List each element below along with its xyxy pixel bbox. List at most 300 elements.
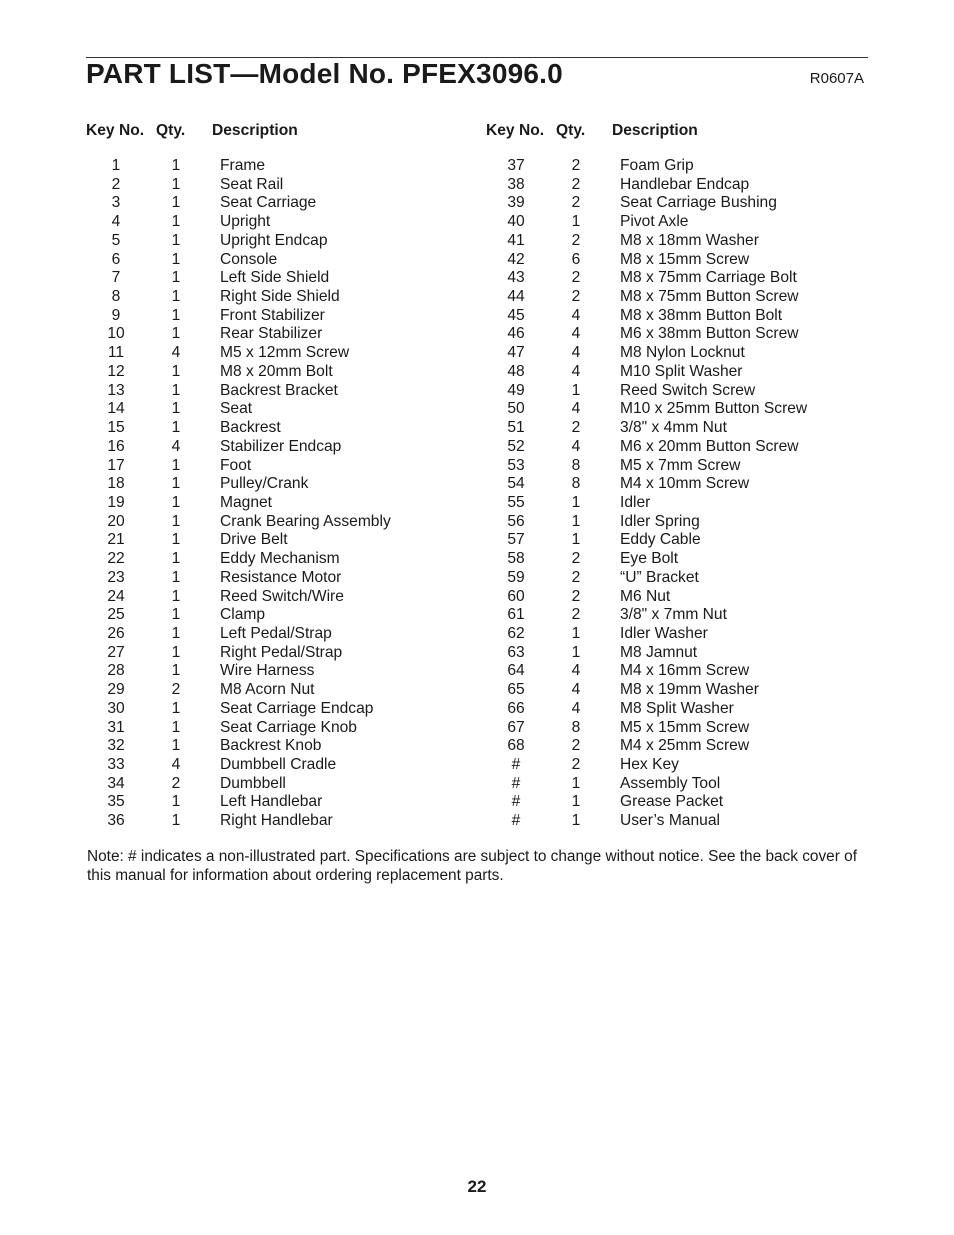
part-description: Idler [620,493,651,511]
part-qty: 1 [171,568,181,586]
table-row [486,307,807,326]
part-description: Wire Harness [220,662,315,680]
part-description: M8 x 19mm Washer [620,681,759,699]
part-description: Backrest [220,419,281,437]
column-header-description: Description [212,122,298,139]
parts-table-right [486,121,807,831]
part-key-no: 50 [507,400,525,418]
part-description: Stabilizer Endcap [220,437,342,455]
part-description: Seat [220,400,253,418]
part-key-no: 20 [107,512,125,530]
part-key-no: 5 [111,231,121,249]
table-row [486,737,807,756]
table-row [486,176,807,195]
table-row [486,569,807,588]
part-description: Right Side Shield [220,288,340,306]
part-qty: 4 [571,306,581,324]
part-description: M6 Nut [620,587,671,605]
part-key-no: 21 [107,531,125,549]
part-description: M5 x 15mm Screw [620,718,750,736]
part-description: M6 x 20mm Button Screw [620,437,799,455]
part-key-no: 35 [107,793,125,811]
part-qty: 1 [571,213,581,231]
part-qty: 1 [171,493,181,511]
parts-rows-right [486,157,807,831]
part-key-no: 32 [107,737,125,755]
part-qty: 1 [171,587,181,605]
part-description: M5 x 12mm Screw [220,344,350,362]
part-qty: 1 [571,643,581,661]
part-key-no: 49 [507,381,525,399]
part-description: M8 Jamnut [620,643,698,661]
part-description: Seat Carriage Bushing [620,194,777,212]
part-qty: 1 [571,812,581,830]
table-row [86,382,391,401]
part-description: M8 x 15mm Screw [620,250,750,268]
part-description: M10 Split Washer [620,362,743,380]
parts-rows-left [86,157,391,831]
part-qty: 2 [571,587,581,605]
part-key-no: 45 [507,306,525,324]
part-qty: 1 [571,774,581,792]
page-number: 22 [467,1177,487,1196]
part-description: M5 x 7mm Screw [620,456,741,474]
table-row [86,475,391,494]
table-row [86,419,391,438]
table-row [486,681,807,700]
part-description: Eddy Cable [620,531,701,549]
table-row [486,157,807,176]
part-description: M8 x 20mm Bolt [220,362,333,380]
part-description: Crank Bearing Assembly [220,512,391,530]
part-key-no: 47 [507,344,525,362]
part-qty: 1 [171,624,181,642]
table-row [486,513,807,532]
table-row [486,419,807,438]
table-row [86,157,391,176]
part-description: 3/8" x 7mm Nut [620,606,727,624]
table-row [486,194,807,213]
part-key-no: 11 [107,344,125,362]
table-row [86,756,391,775]
part-key-no: 42 [507,250,525,268]
table-row [86,775,391,794]
part-description: Rear Stabilizer [220,325,323,343]
table-row [86,569,391,588]
part-description: Idler Spring [620,512,700,530]
table-row [86,176,391,195]
part-description: Eddy Mechanism [220,550,340,568]
table-row [86,719,391,738]
part-qty: 4 [571,437,581,455]
part-key-no: 3 [111,194,121,212]
part-description: Pivot Axle [620,213,689,231]
table-row [486,756,807,775]
table-row [86,363,391,382]
table-row [486,232,807,251]
part-qty: 2 [571,288,581,306]
part-description: M4 x 16mm Screw [620,662,750,680]
document-code: R0607A [809,70,864,87]
part-key-no: 37 [507,157,525,174]
part-key-no: 65 [507,681,525,699]
table-row [486,588,807,607]
part-key-no: 33 [107,756,125,773]
part-description: Left Handlebar [220,793,323,811]
part-qty: 1 [171,175,181,193]
column-header-qty: Qty. [556,122,586,139]
table-header [86,121,391,141]
part-description: “U” Bracket [620,568,699,586]
part-description: Pulley/Crank [220,475,309,493]
part-description: Dumbbell [220,774,286,792]
part-description: Front Stabilizer [220,306,325,324]
part-key-no: 30 [107,699,125,717]
part-qty: 2 [571,737,581,755]
part-key-no: 14 [107,400,125,418]
part-key-no: 36 [107,812,125,830]
table-row [86,438,391,457]
part-key-no: 10 [107,325,125,343]
part-key-no: 25 [107,606,125,624]
part-description: Reed Switch Screw [620,381,756,399]
part-qty: 1 [171,362,181,380]
part-qty: 2 [571,606,581,624]
part-qty: 8 [571,456,581,474]
table-row [86,700,391,719]
table-row [86,269,391,288]
part-description: M8 x 38mm Button Bolt [620,306,783,324]
table-row [86,681,391,700]
table-row [86,588,391,607]
table-row [486,269,807,288]
table-row [86,606,391,625]
part-description: Seat Carriage [220,194,317,212]
table-row [86,400,391,419]
part-qty: 2 [571,756,581,773]
table-row [486,812,807,831]
part-key-no: 68 [507,737,525,755]
part-qty: 4 [171,437,181,455]
table-row [86,550,391,569]
part-description: Foam Grip [620,157,694,174]
column-header-qty: Qty. [156,122,186,139]
part-key-no: 12 [107,362,125,380]
page-title: PART LIST—Model No. PFEX3096.0 [86,58,563,89]
part-key-no: 13 [107,381,125,399]
part-qty: 1 [171,325,181,343]
part-key-no: 56 [507,512,525,530]
part-key-no: 51 [507,419,525,437]
part-key-no: 64 [507,662,525,680]
table-row [486,251,807,270]
part-key-no: 41 [507,231,525,249]
part-key-no: 53 [507,456,525,474]
column-header-key-no: Key No. [86,122,145,139]
part-description: Seat Carriage Endcap [220,699,374,717]
part-key-no: 9 [111,306,121,324]
table-row [486,475,807,494]
part-description: Frame [220,157,266,174]
part-key-no: 24 [107,587,125,605]
column-header-key-no: Key No. [486,122,545,139]
table-row [486,344,807,363]
part-description: 3/8" x 4mm Nut [620,419,727,437]
table-row [486,363,807,382]
part-key-no: 8 [111,288,121,306]
table-row [486,606,807,625]
part-key-no: 61 [507,606,525,624]
part-description: Left Pedal/Strap [220,624,332,642]
table-row [86,457,391,476]
part-qty: 1 [171,512,181,530]
part-key-no: 54 [507,475,525,493]
part-key-no: 67 [507,718,525,736]
table-row [86,288,391,307]
part-qty: 2 [571,157,581,174]
part-description: Seat Carriage Knob [220,718,357,736]
part-key-no: 58 [507,550,525,568]
part-qty: 1 [171,250,181,268]
part-description: Resistance Motor [220,568,342,586]
part-description: Hex Key [620,756,679,773]
part-key-no: 7 [111,269,121,287]
table-row [486,625,807,644]
part-description: Console [220,250,278,268]
part-key-no: 27 [107,643,125,661]
part-key-no: 31 [107,718,125,736]
table-row [86,662,391,681]
part-qty: 2 [571,269,581,287]
part-description: M8 x 75mm Carriage Bolt [620,269,797,287]
part-key-no: 1 [111,157,121,174]
part-key-no: 18 [107,475,125,493]
part-qty: 8 [571,475,581,493]
table-row [86,194,391,213]
part-description: Foot [220,456,252,474]
part-qty: 4 [571,362,581,380]
part-qty: 2 [571,419,581,437]
part-qty: 1 [171,662,181,680]
part-qty: 2 [571,568,581,586]
part-description: M8 x 75mm Button Screw [620,288,799,306]
part-qty: 1 [171,699,181,717]
part-qty: 4 [171,756,181,773]
table-row [86,644,391,663]
part-description: M4 x 25mm Screw [620,737,750,755]
part-description: Seat Rail [220,175,284,193]
part-description: M4 x 10mm Screw [620,475,750,493]
part-key-no: 4 [111,213,121,231]
table-row [486,550,807,569]
part-qty: 1 [171,793,181,811]
part-description: Idler Washer [620,624,708,642]
part-qty: 1 [171,606,181,624]
part-qty: 1 [171,288,181,306]
part-key-no: 59 [507,568,525,586]
table-row [486,457,807,476]
table-row [86,737,391,756]
table-row [86,251,391,270]
part-key-no: 29 [107,681,125,699]
part-qty: 1 [171,718,181,736]
table-row [486,775,807,794]
part-key-no: 15 [107,419,125,437]
table-row [86,531,391,550]
part-qty: 1 [171,419,181,437]
part-key-no: 66 [507,699,525,717]
part-qty: 1 [171,475,181,493]
part-key-no: 46 [507,325,525,343]
part-key-no: 34 [107,774,125,792]
part-qty: 2 [571,194,581,212]
part-key-no: 22 [107,550,125,568]
part-description: Handlebar Endcap [620,175,750,193]
table-header [486,121,807,141]
part-description: Reed Switch/Wire [220,587,344,605]
part-description: M10 x 25mm Button Screw [620,400,808,418]
table-row [486,531,807,550]
part-qty: 2 [571,550,581,568]
part-key-no: 2 [111,175,121,193]
part-qty: 1 [171,643,181,661]
part-description: M8 Split Washer [620,699,734,717]
part-qty: 8 [571,718,581,736]
part-qty: 2 [571,175,581,193]
part-key-no: # [511,812,521,830]
part-qty: 1 [171,456,181,474]
part-qty: 1 [171,531,181,549]
part-description: Dumbbell Cradle [220,756,337,773]
part-qty: 1 [171,737,181,755]
part-qty: 1 [571,793,581,811]
part-description: M8 Nylon Locknut [620,344,745,362]
table-row [486,213,807,232]
part-qty: 2 [171,681,181,699]
part-key-no: 48 [507,362,525,380]
part-description: Right Handlebar [220,812,333,830]
part-description: Clamp [220,606,266,624]
table-row [486,400,807,419]
part-description: Magnet [220,493,273,511]
table-row [86,325,391,344]
part-qty: 1 [171,306,181,324]
part-qty: 4 [571,400,581,418]
table-row [486,494,807,513]
table-row [86,513,391,532]
part-qty: 1 [171,812,181,830]
table-row [86,232,391,251]
part-qty: 1 [171,400,181,418]
table-row [486,382,807,401]
part-qty: 6 [571,250,581,268]
part-key-no: # [511,793,521,811]
part-description: Eye Bolt [620,550,679,568]
part-qty: 1 [171,213,181,231]
part-key-no: 28 [107,662,125,680]
part-key-no: 40 [507,213,525,231]
part-key-no: # [511,774,521,792]
part-description: Backrest Bracket [220,381,338,399]
table-row [486,793,807,812]
part-description: Grease Packet [620,793,724,811]
part-key-no: 17 [107,456,125,474]
part-qty: 2 [571,231,581,249]
parts-table-left [86,121,391,831]
part-key-no: 6 [111,250,121,268]
part-description: Upright [220,213,271,231]
part-key-no: # [511,756,521,773]
part-key-no: 43 [507,269,525,287]
part-description: Backrest Knob [220,737,322,755]
part-qty: 4 [571,699,581,717]
part-key-no: 26 [107,624,125,642]
part-qty: 4 [571,344,581,362]
table-row [486,662,807,681]
part-key-no: 44 [507,288,525,306]
part-qty: 1 [571,493,581,511]
part-qty: 1 [571,512,581,530]
part-qty: 4 [171,344,181,362]
part-description: User’s Manual [620,812,720,830]
part-qty: 1 [171,269,181,287]
table-row [86,344,391,363]
part-description: Upright Endcap [220,231,328,249]
part-qty: 1 [171,231,181,249]
table-row [86,213,391,232]
part-key-no: 62 [507,624,525,642]
part-description: M8 Acorn Nut [220,681,315,699]
column-header-description: Description [612,122,698,139]
table-row [486,644,807,663]
table-row [86,812,391,831]
table-row [86,307,391,326]
part-key-no: 57 [507,531,525,549]
part-key-no: 55 [507,493,525,511]
table-row [486,719,807,738]
part-description: Right Pedal/Strap [220,643,343,661]
part-qty: 1 [171,194,181,212]
part-description: M6 x 38mm Button Screw [620,325,799,343]
table-row [86,494,391,513]
table-row [486,288,807,307]
part-qty: 2 [171,774,181,792]
part-key-no: 52 [507,437,525,455]
part-qty: 1 [171,157,181,174]
table-row [86,793,391,812]
footnote: Note: # indicates a non-illustrated part. Specifications are subject to change without notice. See the back cover of this manual for information about ordering replacement parts. [87,848,857,884]
part-key-no: 23 [107,568,125,586]
table-row [486,438,807,457]
part-key-no: 60 [507,587,525,605]
part-key-no: 19 [107,493,125,511]
table-row [486,325,807,344]
part-key-no: 39 [507,194,525,212]
part-key-no: 63 [507,643,525,661]
part-qty: 1 [171,381,181,399]
part-description: M8 x 18mm Washer [620,231,759,249]
table-row [486,700,807,719]
part-key-no: 38 [507,175,525,193]
part-qty: 4 [571,681,581,699]
part-description: Left Side Shield [220,269,330,287]
part-qty: 1 [571,624,581,642]
part-key-no: 16 [107,437,125,455]
part-description: Assembly Tool [620,774,721,792]
part-qty: 1 [571,381,581,399]
part-qty: 1 [571,531,581,549]
part-qty: 1 [171,550,181,568]
